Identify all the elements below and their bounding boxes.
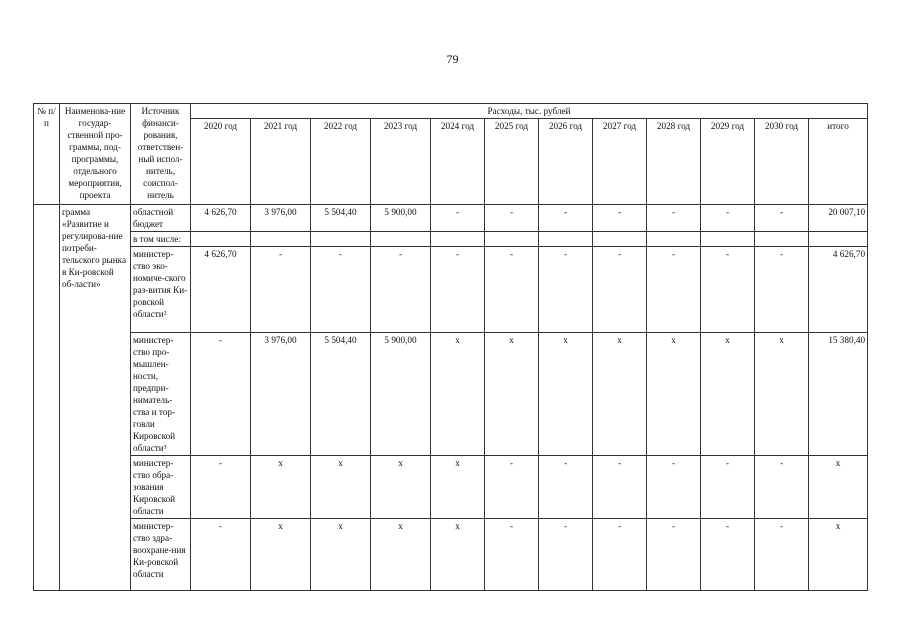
year-value-cell: - [485, 205, 539, 232]
header-num: № п/п [34, 104, 60, 205]
year-value-cell: - [191, 456, 251, 519]
year-value-cell: х [593, 333, 647, 456]
year-value-cell: х [701, 333, 755, 456]
header-year: 2021 год [251, 119, 311, 205]
year-value-cell: - [593, 456, 647, 519]
year-value-cell: х [251, 456, 311, 519]
funding-source: областной бюджет [131, 205, 191, 232]
year-value-cell [311, 232, 371, 247]
year-value-cell: - [755, 519, 809, 591]
year-value-cell: - [485, 519, 539, 591]
year-value-cell: х [431, 519, 485, 591]
header-year: 2029 год [701, 119, 755, 205]
row-total-cell: 15 380,40 [809, 333, 868, 456]
header-year: 2022 год [311, 119, 371, 205]
year-value-cell: - [755, 456, 809, 519]
year-value-cell: 4 626,70 [191, 205, 251, 232]
year-value-cell: - [647, 205, 701, 232]
header-year: 2025 год [485, 119, 539, 205]
header-name: Наименова-ние государ-ственной про-граммы, под-программы, отдельного мероприятия, проекта [60, 104, 131, 205]
year-value-cell [191, 232, 251, 247]
year-value-cell: - [485, 456, 539, 519]
year-value-cell: 5 900,00 [371, 205, 431, 232]
year-value-cell: х [539, 333, 593, 456]
year-value-cell: - [251, 247, 311, 333]
year-value-cell: - [539, 247, 593, 333]
year-value-cell: - [755, 247, 809, 333]
header-year: 2020 год [191, 119, 251, 205]
year-value-cell: - [593, 205, 647, 232]
year-value-cell [755, 232, 809, 247]
year-value-cell: - [701, 205, 755, 232]
year-value-cell: - [701, 519, 755, 591]
header-year: 2027 год [593, 119, 647, 205]
year-value-cell: - [431, 247, 485, 333]
year-value-cell: - [191, 333, 251, 456]
header-year: 2028 год [647, 119, 701, 205]
program-name: грамма «Развитие и регулирова-ние потреби-тельского рынка в Ки-ровской об-ласти» [60, 205, 131, 591]
year-value-cell: - [191, 519, 251, 591]
table-row [34, 519, 868, 591]
header-year: 2024 год [431, 119, 485, 205]
year-value-cell: х [311, 456, 371, 519]
year-value-cell: х [755, 333, 809, 456]
year-value-cell: - [539, 205, 593, 232]
year-value-cell: х [431, 333, 485, 456]
header-year: 2026 год [539, 119, 593, 205]
row-total-cell: 20 007,10 [809, 205, 868, 232]
year-value-cell: х [371, 519, 431, 591]
table-row [34, 232, 868, 247]
table-row [34, 456, 868, 519]
year-value-cell [485, 232, 539, 247]
header-expenses: Расходы, тыс. рублей [191, 104, 868, 119]
year-value-cell [431, 232, 485, 247]
year-value-cell: - [311, 247, 371, 333]
table-row [34, 247, 868, 333]
year-value-cell: 5 504,40 [311, 205, 371, 232]
year-value-cell: - [701, 456, 755, 519]
row-total-cell: х [809, 519, 868, 591]
year-value-cell: 4 626,70 [191, 247, 251, 333]
year-value-cell [539, 232, 593, 247]
table-row [34, 205, 868, 232]
year-value-cell: - [539, 456, 593, 519]
year-value-cell: - [647, 456, 701, 519]
year-value-cell: - [539, 519, 593, 591]
year-value-cell: - [431, 205, 485, 232]
year-value-cell: - [593, 519, 647, 591]
header-year: 2023 год [371, 119, 431, 205]
year-value-cell: - [371, 247, 431, 333]
year-value-cell [371, 232, 431, 247]
year-value-cell: - [755, 205, 809, 232]
year-value-cell: - [647, 247, 701, 333]
year-value-cell: х [431, 456, 485, 519]
header-source: Источник финанси-рования, ответствен-ный испол-нитель, соиспол-нитель [131, 104, 191, 205]
funding-source: в том числе: [131, 232, 191, 247]
funding-source: министер-ство про-мышлен-ности, предпри-ниматель-ства и тор-говли Кировской области³ [131, 333, 191, 456]
year-value-cell: - [701, 247, 755, 333]
header-total: итого [809, 119, 868, 205]
header-year: 2030 год [755, 119, 809, 205]
row-total-cell [809, 232, 868, 247]
expenses-table [33, 103, 868, 591]
year-value-cell: х [371, 456, 431, 519]
row-num-cell [34, 205, 60, 591]
table-row [34, 333, 868, 456]
year-value-cell [647, 232, 701, 247]
year-value-cell [251, 232, 311, 247]
year-value-cell: - [647, 519, 701, 591]
year-value-cell: 3 976,00 [251, 333, 311, 456]
year-value-cell: - [485, 247, 539, 333]
year-value-cell: х [251, 519, 311, 591]
year-value-cell: х [485, 333, 539, 456]
year-value-cell: х [311, 519, 371, 591]
row-total-cell: х [809, 456, 868, 519]
year-value-cell: х [647, 333, 701, 456]
year-value-cell: 5 900,00 [371, 333, 431, 456]
year-value-cell [701, 232, 755, 247]
year-value-cell [593, 232, 647, 247]
year-value-cell: 3 976,00 [251, 205, 311, 232]
funding-source: министер-ство обра-зования Кировской области [131, 456, 191, 519]
row-total-cell: 4 626,70 [809, 247, 868, 333]
header-row-1 [34, 104, 868, 119]
year-value-cell: 5 504,40 [311, 333, 371, 456]
funding-source: министер-ство эко-номиче-ского раз-вития Ки-ровской области² [131, 247, 191, 333]
page-number: 79 [446, 52, 459, 66]
funding-source: министер-ство здра-воохране-ния Ки-ровской области [131, 519, 191, 591]
year-value-cell: - [593, 247, 647, 333]
